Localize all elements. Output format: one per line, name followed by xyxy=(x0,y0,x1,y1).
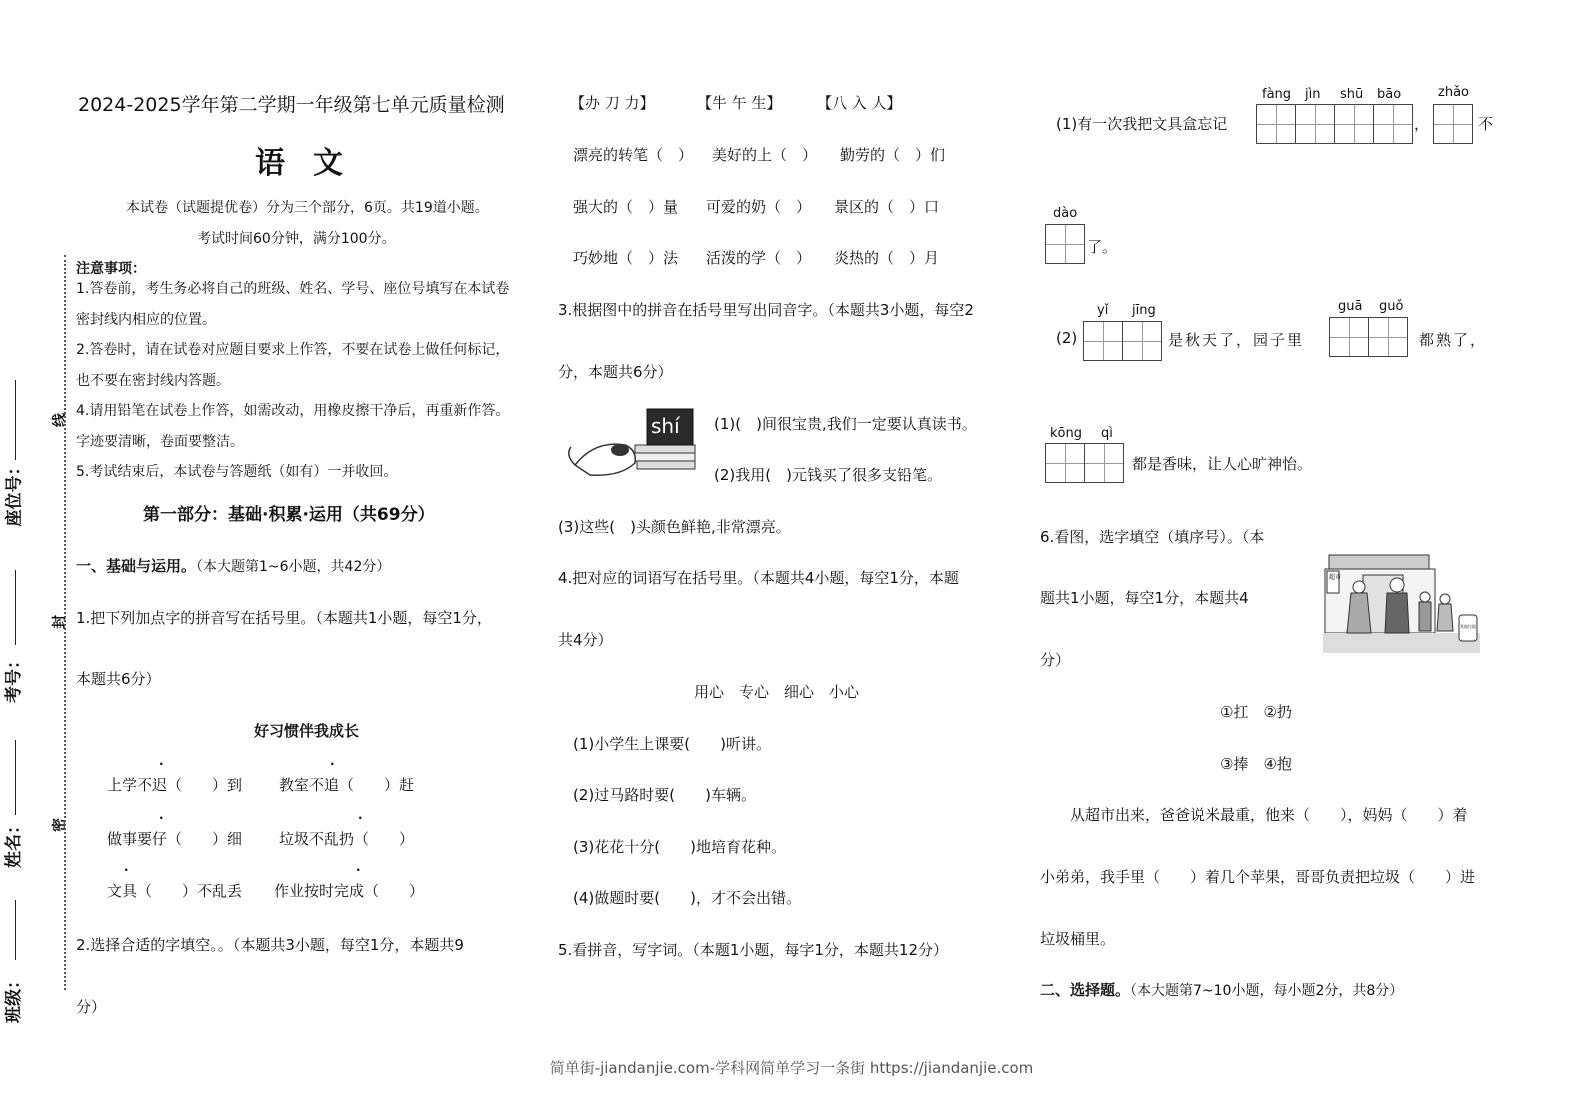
pinyin: bāo xyxy=(1377,87,1402,102)
s1-prefix: (1)有一次我把文具盒忘记 xyxy=(1056,115,1228,133)
poem-line-1b: 教室不追（ ）赶 xyxy=(279,776,415,794)
fill-row1-c: 勤劳的（ ）们 xyxy=(840,146,946,164)
s2-prefix: (2) xyxy=(1056,329,1078,347)
s2-end: 都熟了， xyxy=(1419,331,1488,349)
q1-line-a: 1.把下列加点字的拼音写在括号里。（本题共1小题，每空1分， xyxy=(76,609,492,627)
shop-awning xyxy=(1329,555,1429,569)
q6-paragraph-1: 从超市出来，爸爸说米最重，他来（ ），妈妈（ ）着 xyxy=(1070,806,1468,824)
mom-body xyxy=(1347,593,1371,633)
girl-head xyxy=(1440,594,1450,604)
tianzige-cell[interactable] xyxy=(1122,321,1162,361)
tianzige-2[interactable] xyxy=(1083,321,1161,365)
tianzige-4[interactable] xyxy=(1256,104,1412,148)
name-label: 姓名： xyxy=(4,817,24,868)
seal-seal-char: 封 xyxy=(52,615,68,629)
q6-line-b: 题共1小题，每空1分，本题共4 xyxy=(1040,589,1249,607)
poem-line-2a: 做事要仔（ ）细 xyxy=(107,830,243,848)
fill-row2-a: 强大的（ ）量 xyxy=(573,198,679,216)
s1-end: 了。 xyxy=(1087,238,1118,256)
emphasis-dot: · xyxy=(159,757,164,771)
tianzige-1[interactable] xyxy=(1433,104,1472,148)
binding-strip xyxy=(0,0,70,1118)
seat-line xyxy=(15,380,16,460)
q4-item-1: (1)小学生上课要( )听讲。 xyxy=(573,735,771,753)
q4-line-b: 共4分） xyxy=(558,631,613,649)
pinyin: jìn xyxy=(1305,87,1321,102)
seal-line-char: 线 xyxy=(52,413,68,427)
q6-paragraph-3: 垃圾桶里。 xyxy=(1040,930,1116,948)
mom-head xyxy=(1353,581,1365,593)
tianzige-cell[interactable] xyxy=(1083,321,1123,361)
poem-line-2b: 垃圾不乱扔（ ） xyxy=(279,830,415,848)
fill-row3-c: 炎热的（ ）月 xyxy=(834,249,940,267)
poem-line-3b: 作业按时完成（ ） xyxy=(274,882,425,900)
seal-dotted-line xyxy=(64,255,66,990)
s1-bu: 不 xyxy=(1478,115,1494,133)
fill-row1-b: 美好的上（ ） xyxy=(712,146,818,164)
poem-line-3a: 文具（ ）不乱丢 xyxy=(107,882,243,900)
pinyin: yǐ xyxy=(1097,303,1109,318)
pinyin: zhǎo xyxy=(1438,85,1469,100)
char-group-3: 【八 入 人】 xyxy=(817,94,902,112)
seal-secret-char: 密 xyxy=(52,818,68,832)
tianzige-cell[interactable] xyxy=(1373,104,1413,144)
subject-title: 语文 xyxy=(255,146,371,181)
pinyin: qì xyxy=(1101,426,1113,441)
section2-heading xyxy=(1040,979,1403,1000)
exam-title: 2024-2025学年第二学期一年级第七单元质量检测 xyxy=(78,94,505,116)
exam-no-label: 考号： xyxy=(4,652,24,703)
emphasis-dot: · xyxy=(124,863,129,877)
q4-item-3: (3)花花十分( )地培育花种。 xyxy=(573,838,786,856)
tianzige-cell[interactable] xyxy=(1295,104,1335,144)
intro-line-2: 考试时间60分钟，满分100分。 xyxy=(197,231,396,247)
q6-options-1: ①扛 ②扔 xyxy=(1220,703,1292,721)
q6-options-2: ③捧 ④抱 xyxy=(1220,755,1292,773)
q3-item-2: (2)我用( )元钱买了很多支铅笔。 xyxy=(714,466,942,484)
boy-body xyxy=(1419,602,1431,631)
q4-line-a: 4.把对应的词语写在括号里。（本题共4小题，每空1分，本题 xyxy=(558,569,959,587)
pinyin: guǒ xyxy=(1379,299,1404,314)
shi-pinyin: shí xyxy=(651,414,680,438)
q1-line-b: 本题共6分） xyxy=(76,670,161,688)
fill-row3-a: 巧妙地（ ）法 xyxy=(573,249,679,267)
shop-sign-text: 超市 xyxy=(1329,574,1342,581)
emphasis-dot: · xyxy=(330,757,335,771)
fill-row3-b: 活泼的学（ ） xyxy=(706,249,812,267)
exam-no-line xyxy=(15,570,16,645)
s3-end: 都是香味，让人心旷神怡。 xyxy=(1132,455,1313,473)
emphasis-dot: · xyxy=(356,863,361,877)
pinyin: jīng xyxy=(1132,303,1156,318)
q2-line-b: 分） xyxy=(76,998,107,1016)
pinyin: fàng xyxy=(1262,87,1292,102)
tianzige-cell[interactable] xyxy=(1334,104,1374,144)
boy-head xyxy=(1420,592,1430,602)
emphasis-dot: · xyxy=(358,811,363,825)
intro-line-1: 本试卷（试题提优卷）分为三个部分，6页。共19道小题。 xyxy=(126,200,489,216)
note-1a: 1.答卷前，考生务必将自己的班级、姓名、学号、座位号填写在本试卷 xyxy=(76,281,510,297)
fill-row2-b: 可爱的奶（ ） xyxy=(706,198,812,216)
class-line xyxy=(15,900,16,960)
note-2a: 2.答卷时，请在试卷对应题目要求上作答，不要在试卷上做任何标记， xyxy=(76,342,510,358)
q3-item-3: (3)这些( )头颜色鲜艳,非常漂亮。 xyxy=(558,518,791,536)
s2-middle: 是秋天了，园子里 xyxy=(1168,331,1305,349)
part1-heading: 第一部分：基础·积累·运用（共69分） xyxy=(143,505,435,525)
q3-line-a: 3.根据图中的拼音在括号里写出同音字。（本题共3小题，每空2 xyxy=(558,301,974,319)
section1-heading xyxy=(76,555,390,576)
q4-word-bank: 用心 专心 细心 小心 xyxy=(694,683,860,701)
section2-bold: 二、选择题。 xyxy=(1040,981,1131,999)
tianzige-cell[interactable] xyxy=(1045,224,1085,264)
tianzige-cell[interactable] xyxy=(1256,104,1296,144)
class-label: 班级： xyxy=(4,972,24,1023)
section2-rest: （本大题第7~10小题，每小题2分，共8分） xyxy=(1130,983,1404,999)
char-group-1: 【办 刀 力】 xyxy=(570,94,655,112)
supermarket-family-illustration xyxy=(1323,553,1480,653)
q4-item-2: (2)过马路时要( )车辆。 xyxy=(573,786,756,804)
q6-line-a: 6.看图，选字填空（填序号）。（本 xyxy=(1040,528,1265,546)
book-stack xyxy=(633,453,695,461)
note-1b: 密封线内相应的位置。 xyxy=(76,312,216,328)
trash-bin-label: 其他垃圾 xyxy=(1460,624,1476,629)
comma: ， xyxy=(1414,115,1430,133)
note-4a: 4.请用铅笔在试卷上作答，如需改动，用橡皮擦干净后，再重新作答。 xyxy=(76,403,510,419)
tianzige-cell[interactable] xyxy=(1045,443,1085,483)
sidewalk xyxy=(1323,633,1480,653)
dad-head xyxy=(1390,578,1404,592)
fill-row2-c: 景区的（ ）口 xyxy=(834,198,940,216)
tianzige-cell[interactable] xyxy=(1084,443,1124,483)
pinyin: kōng xyxy=(1050,426,1082,441)
tianzige-cell[interactable] xyxy=(1329,317,1369,357)
cat-patch xyxy=(611,444,629,456)
pinyin: dào xyxy=(1053,206,1078,221)
note-5: 5.考试结束后，本试卷与答题纸（如有）一并收回。 xyxy=(76,464,398,480)
pinyin: guā xyxy=(1338,299,1363,314)
fill-row1-a: 漂亮的转笔（ ） xyxy=(573,146,694,164)
cat-tail xyxy=(569,447,575,465)
book-stack xyxy=(635,445,695,453)
poem-title: 好习惯伴我成长 xyxy=(254,722,360,740)
section1-rest: （本大题第1~6小题，共42分） xyxy=(196,559,391,575)
poem-line-1a: 上学不迟（ ）到 xyxy=(107,776,243,794)
notes-title: 注意事项： xyxy=(76,261,146,277)
note-2b: 也不要在密封线内答题。 xyxy=(76,373,230,389)
dad-body xyxy=(1385,593,1409,633)
tianzige-2[interactable] xyxy=(1329,317,1407,361)
q5-line: 5.看拼音，写字词。（本题1小题，每字1分，本题共12分） xyxy=(558,941,948,959)
book-stack xyxy=(637,461,695,469)
girl-body xyxy=(1437,604,1453,631)
q4-item-4: (4)做题时要( )，才不会出错。 xyxy=(573,889,801,907)
q2-line-a: 2.选择合适的字填空。。（本题共3小题，每空1分，本题共9 xyxy=(76,936,464,954)
pinyin: shū xyxy=(1340,87,1364,102)
q6-paragraph-2: 小弟弟，我手里（ ）着几个苹果，哥哥负责把垃圾（ ）进 xyxy=(1040,868,1476,886)
name-line xyxy=(15,740,16,815)
page-footer: 简单街-jiandanjie.com-学科网简单学习一条街 https://jiandanjie.com xyxy=(549,1059,1034,1077)
emphasis-dot: · xyxy=(159,811,164,825)
section1-bold: 一、基础与运用。 xyxy=(76,557,197,575)
tianzige-2[interactable] xyxy=(1045,443,1123,487)
note-4b: 字迹要清晰，卷面要整洁。 xyxy=(76,434,244,450)
seat-label: 座位号： xyxy=(4,458,25,527)
tianzige-cell[interactable] xyxy=(1368,317,1408,357)
q3-item-1: (1)( )间很宝贵,我们一定要认真读书。 xyxy=(714,415,977,433)
char-group-2: 【牛 午 生】 xyxy=(697,94,782,112)
tianzige-1[interactable] xyxy=(1045,224,1084,268)
q3-line-b: 分，本题共6分） xyxy=(558,363,673,381)
tianzige-cell[interactable] xyxy=(1433,104,1473,144)
q6-line-c: 分） xyxy=(1040,651,1071,669)
